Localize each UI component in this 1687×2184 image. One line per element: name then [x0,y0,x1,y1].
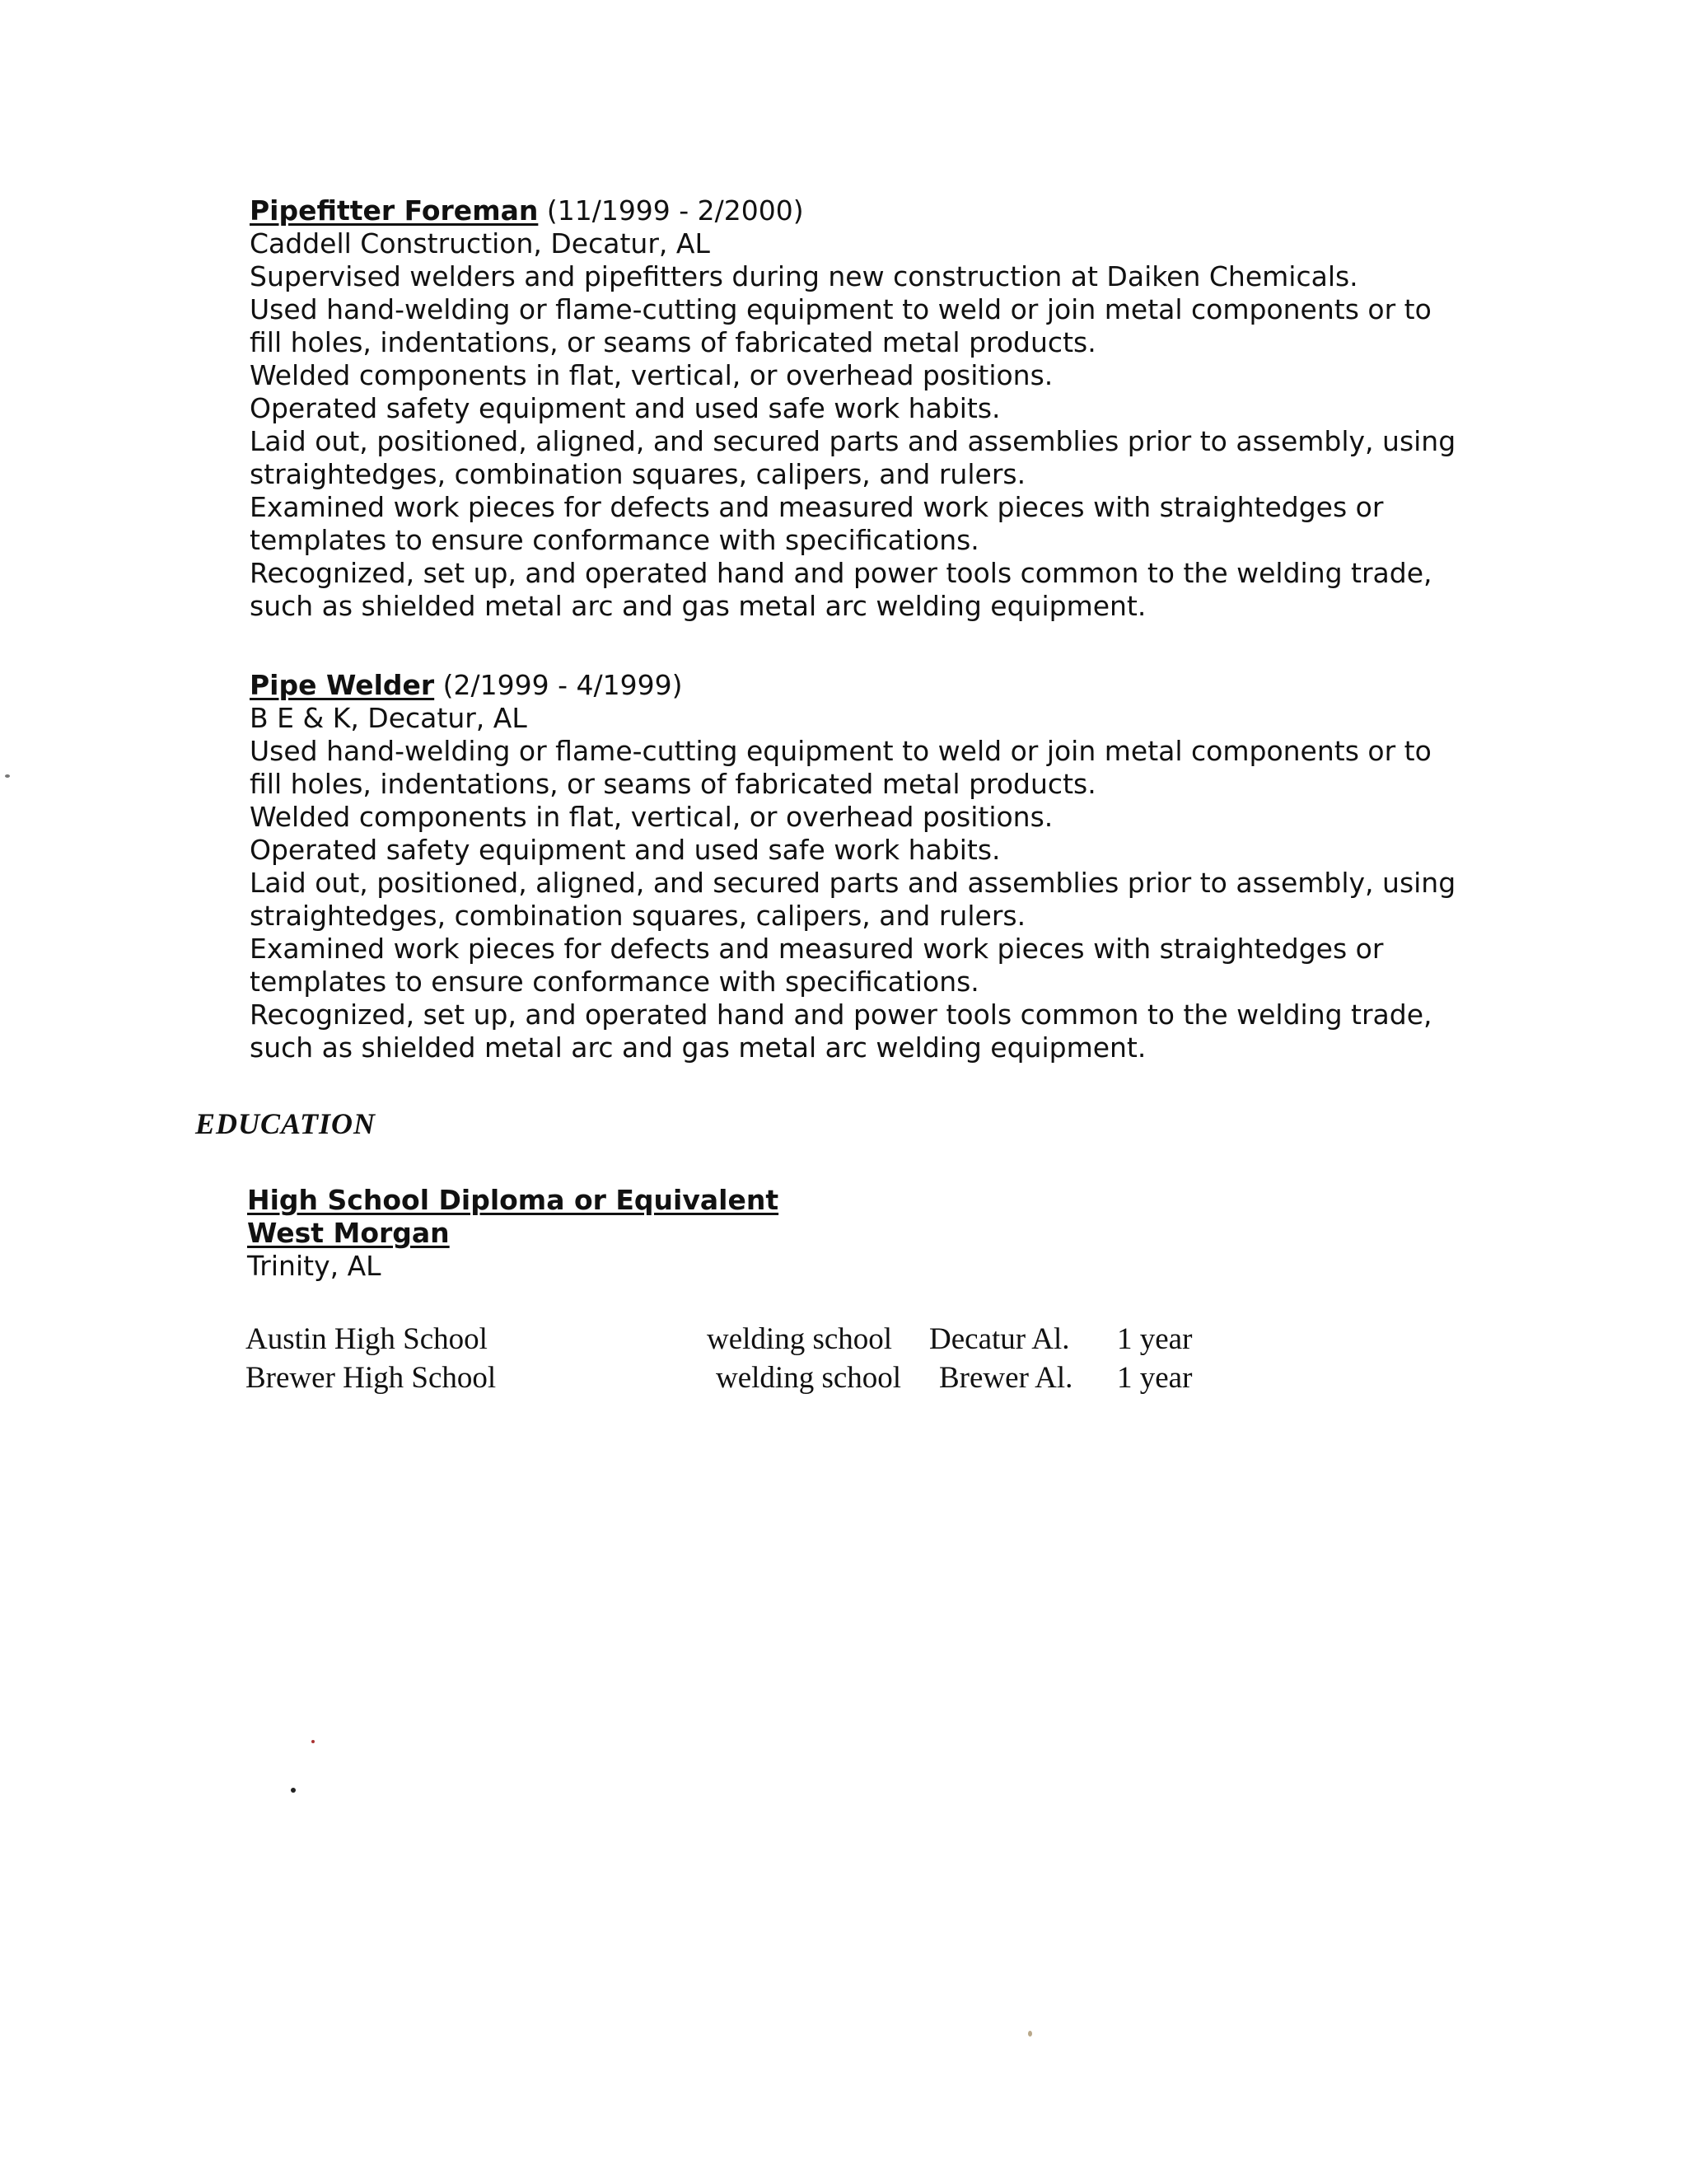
job-duty-line: Used hand-welding or flame-cutting equipment to weld or join metal components or to [250,735,1432,767]
job-duty-line: straightedges, combination squares, calipers, and rulers. [250,458,1026,490]
job-employer: B E & K, Decatur, AL [250,702,527,734]
list-item [245,1320,1234,1359]
job-duty-line: Recognized, set up, and operated hand and power tools common to the welding trade, [250,998,1432,1031]
job-duty-line: Operated safety equipment and used safe work habits. [250,392,1001,424]
job-duty-line: Recognized, set up, and operated hand and power tools common to the welding trade, [250,557,1432,589]
job-duty-line: Welded components in flat, vertical, or overhead positions. [250,801,1054,833]
job-duty-line: straightedges, combination squares, calipers, and rulers. [250,900,1026,932]
job-duty-line: Welded components in flat, vertical, or overhead positions. [250,359,1054,391]
job-title: Pipefitter Foreman [250,194,539,227]
job-duty-line: Supervised welders and pipefitters during new construction at Daiken Chemicals. [250,260,1358,292]
welding-schools-list [245,1320,1234,1397]
school-type: welding school [707,1322,893,1356]
job-duty-line: templates to ensure conformance with specifications. [250,966,979,998]
school-name: Austin High School [245,1322,488,1356]
job-heading [250,669,1535,702]
scan-speck [291,1788,296,1793]
education-degree: High School Diploma or Equivalent [247,1184,779,1216]
school-duration: 1 year [1117,1361,1193,1395]
job-duty-line: Laid out, positioned, aligned, and secured parts and assemblies prior to assembly, using [250,867,1456,899]
job-entry-pipe-welder [250,669,1535,1064]
job-duty-line: such as shielded metal arc and gas metal arc welding equipment. [250,590,1147,622]
job-duty-line: Operated safety equipment and used safe work habits. [250,834,1001,866]
education-primary [247,1184,778,1283]
list-item [245,1359,1234,1397]
school-name: Brewer High School [245,1361,497,1395]
education-heading: EDUCATION [195,1107,376,1140]
school-duration: 1 year [1117,1322,1193,1356]
education-school: West Morgan [247,1217,450,1249]
job-entry-pipefitter-foreman [250,194,1535,623]
school-location: Decatur Al. [929,1322,1070,1356]
job-duty-line: fill holes, indentations, or seams of fabricated metal products. [250,326,1096,358]
education-location: Trinity, AL [247,1250,381,1282]
job-duty-line: Used hand-welding or flame-cutting equipment to weld or join metal components or to [250,293,1432,325]
school-type: welding school [716,1361,902,1395]
job-heading [250,194,1535,227]
job-duty-line: Examined work pieces for defects and measured work pieces with straightedges or [250,933,1384,965]
scan-speck [1028,2031,1032,2037]
job-employer: Caddell Construction, Decatur, AL [250,227,710,260]
job-duty-line: Examined work pieces for defects and measured work pieces with straightedges or [250,491,1384,523]
job-dates: (11/1999 - 2/2000) [538,194,804,227]
job-title: Pipe Welder [250,669,435,701]
job-dates: (2/1999 - 4/1999) [434,669,683,701]
job-duty-line: templates to ensure conformance with specifications. [250,524,979,556]
job-duty-line: such as shielded metal arc and gas metal arc welding equipment. [250,1031,1147,1064]
job-duty-line: fill holes, indentations, or seams of fabricated metal products. [250,768,1096,800]
scan-speck [5,774,10,778]
school-location: Brewer Al. [939,1361,1073,1395]
job-duty-line: Laid out, positioned, aligned, and secured parts and assemblies prior to assembly, using [250,425,1456,457]
scan-speck [311,1740,315,1743]
